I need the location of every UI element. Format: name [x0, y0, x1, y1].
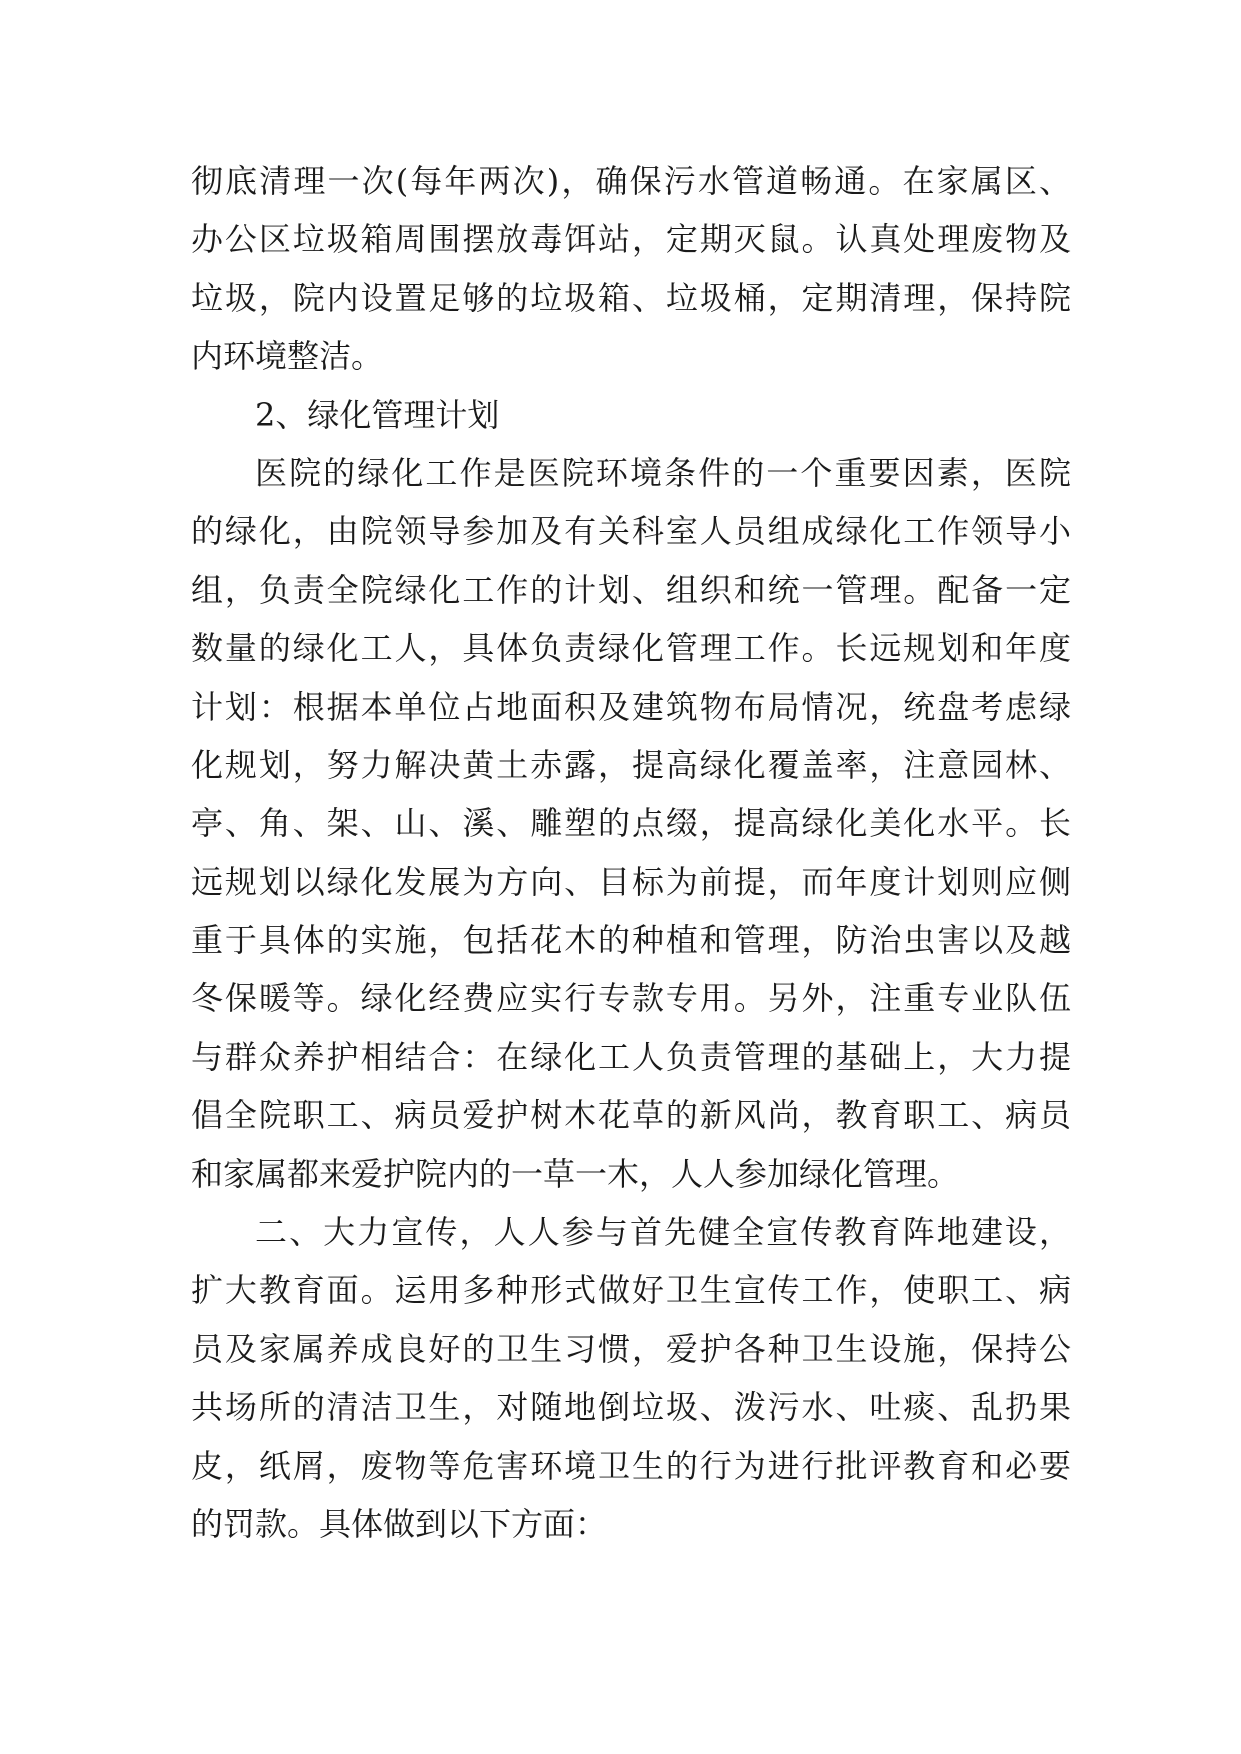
text-line: 办公区垃圾箱周围摆放毒饵站，定期灭鼠。认真处理废物及 — [191, 220, 1071, 259]
text-line: 的绿化，由院领导参加及有关科室人员组成绿化工作领导小 — [191, 512, 1071, 551]
text-line: 冬保暖等。绿化经费应实行专款专用。另外，注重专业队伍 — [191, 979, 1071, 1018]
text-line: 医院的绿化工作是医院环境条件的一个重要因素，医院 — [255, 453, 1071, 492]
text-line: 计划：根据本单位占地面积及建筑物布局情况，统盘考虑绿 — [191, 687, 1071, 726]
text-line: 与群众养护相结合：在绿化工人负责管理的基础上，大力提 — [191, 1037, 1071, 1076]
text-line: 共场所的清洁卫生，对随地倒垃圾、泼污水、吐痰、乱扔果 — [191, 1388, 1071, 1427]
text-line: 组，负责全院绿化工作的计划、组织和统一管理。配备一定 — [191, 570, 1071, 609]
text-line: 和家属都来爱护院内的一草一木，人人参加绿化管理。 — [191, 1154, 960, 1193]
text-line: 远规划以绿化发展为方向、目标为前提，而年度计划则应侧 — [191, 862, 1071, 901]
text-line: 内环境整洁。 — [191, 337, 384, 376]
text-line: 员及家属养成良好的卫生习惯，爱护各种卫生设施，保持公 — [191, 1329, 1071, 1368]
text-line: 的罚款。具体做到以下方面： — [191, 1504, 608, 1543]
text-line: 垃圾，院内设置足够的垃圾箱、垃圾桶，定期清理，保持院 — [191, 278, 1071, 317]
text-line: 重于具体的实施，包括花木的种植和管理，防治虫害以及越 — [191, 921, 1071, 960]
text-line: 化规划，努力解决黄土赤露，提高绿化覆盖率，注意园林、 — [191, 745, 1071, 784]
document-body — [191, 152, 1071, 1553]
text-line: 倡全院职工、病员爱护树木花草的新风尚，教育职工、病员 — [191, 1096, 1071, 1135]
text-line: 数量的绿化工人，具体负责绿化管理工作。长远规划和年度 — [191, 629, 1071, 668]
text-line: 亭、角、架、山、溪、雕塑的点缀，提高绿化美化水平。长 — [191, 804, 1071, 843]
text-line: 皮，纸屑，废物等危害环境卫生的行为进行批评教育和必要 — [191, 1446, 1071, 1485]
section-heading: 二、大力宣传，人人参与首先健全宣传教育阵地建设， — [255, 1213, 1071, 1252]
text-line: 扩大教育面。运用多种形式做好卫生宣传工作，使职工、病 — [191, 1271, 1071, 1310]
text-line: 彻底清理一次(每年两次)，确保污水管道畅通。在家属区、 — [191, 162, 1071, 200]
section-heading: 2、绿化管理计划 — [255, 395, 500, 434]
